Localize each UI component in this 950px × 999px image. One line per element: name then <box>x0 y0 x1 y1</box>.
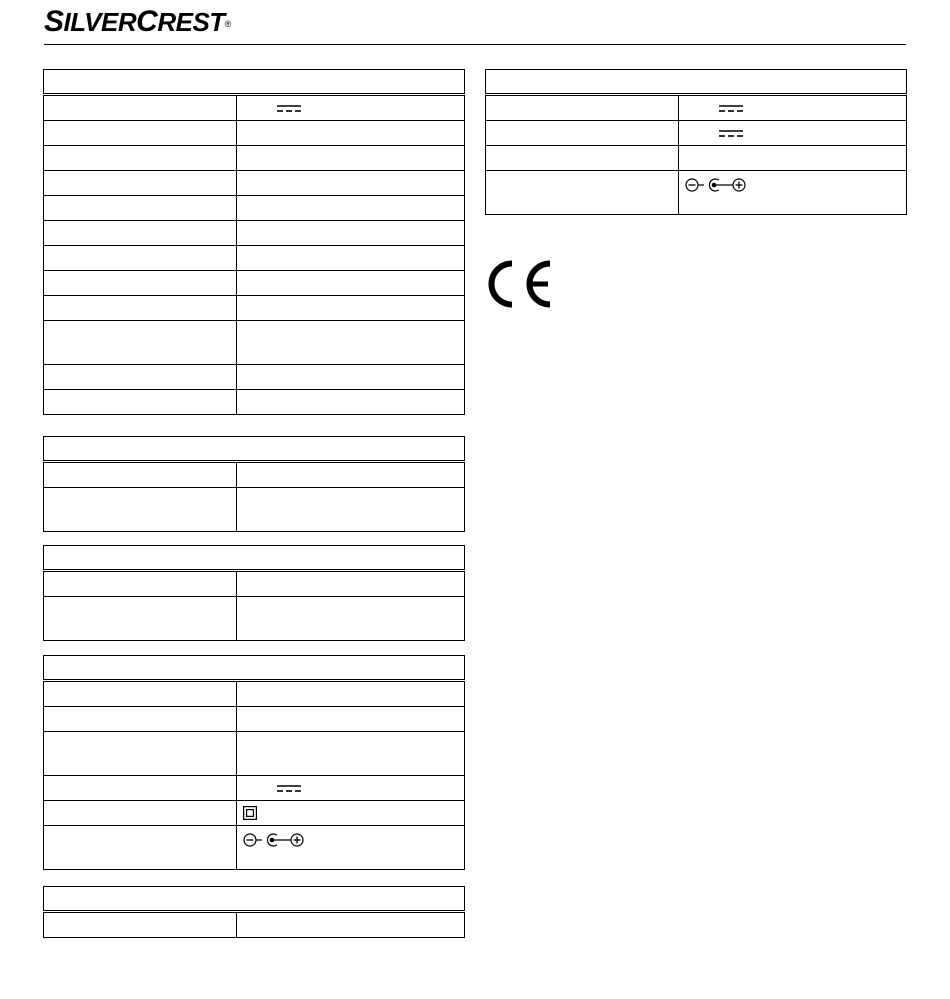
row-label <box>486 121 679 146</box>
table-row <box>44 196 465 221</box>
row-value <box>237 271 465 296</box>
dc-polarity-icon <box>685 177 747 193</box>
row-label <box>44 488 237 532</box>
spec-table-left-1 <box>43 69 465 415</box>
table-row <box>44 146 465 171</box>
table-row <box>44 776 465 801</box>
row-value <box>237 681 465 707</box>
row-label <box>44 321 237 365</box>
spec-table-left-5 <box>43 886 465 938</box>
row-label <box>44 171 237 196</box>
row-label <box>44 801 237 826</box>
row-value <box>237 732 465 776</box>
row-value <box>237 462 465 488</box>
table-header <box>44 437 465 462</box>
row-value <box>679 95 907 121</box>
table-row <box>44 801 465 826</box>
table-row <box>44 597 465 641</box>
header-rule <box>44 44 906 45</box>
row-label <box>44 826 237 870</box>
table-row <box>44 171 465 196</box>
table-row <box>44 296 465 321</box>
row-value <box>237 121 465 146</box>
row-label <box>44 732 237 776</box>
row-value <box>237 597 465 641</box>
spec-table-right-1 <box>485 69 907 215</box>
row-value <box>237 801 465 826</box>
row-value <box>679 121 907 146</box>
table-header <box>486 70 907 95</box>
row-value <box>237 571 465 597</box>
row-label <box>44 776 237 801</box>
row-label <box>44 912 237 938</box>
row-value <box>237 776 465 801</box>
table-row <box>44 221 465 246</box>
row-label <box>44 271 237 296</box>
table-row <box>44 121 465 146</box>
direct-current-icon <box>719 105 743 113</box>
row-value <box>237 146 465 171</box>
row-value <box>237 321 465 365</box>
row-value <box>237 488 465 532</box>
row-label <box>44 121 237 146</box>
spec-table-left-3 <box>43 545 465 641</box>
table-header <box>44 887 465 912</box>
table-row <box>44 826 465 870</box>
silvercrest-logo: SILVERCREST® <box>44 5 231 38</box>
row-value <box>237 95 465 121</box>
row-value <box>679 146 907 171</box>
row-label <box>486 95 679 121</box>
table-row <box>486 121 907 146</box>
row-value <box>237 365 465 390</box>
row-label <box>44 95 237 121</box>
table-row <box>44 681 465 707</box>
row-label <box>44 196 237 221</box>
row-value <box>237 390 465 415</box>
row-label <box>44 246 237 271</box>
table-row <box>44 732 465 776</box>
row-value <box>237 912 465 938</box>
table-row <box>44 246 465 271</box>
direct-current-icon <box>277 785 301 793</box>
row-label <box>44 681 237 707</box>
table-row <box>44 321 465 365</box>
direct-current-icon <box>277 105 301 113</box>
row-value <box>679 171 907 215</box>
row-value <box>237 826 465 870</box>
row-label <box>44 597 237 641</box>
direct-current-icon <box>719 130 743 138</box>
ce-mark-icon <box>486 259 554 314</box>
row-value <box>237 221 465 246</box>
table-row <box>44 390 465 415</box>
row-label <box>44 365 237 390</box>
row-value <box>237 707 465 732</box>
spec-table-left-4 <box>43 655 465 870</box>
table-row <box>486 95 907 121</box>
row-label <box>44 571 237 597</box>
row-value <box>237 246 465 271</box>
table-header <box>44 656 465 681</box>
table-row <box>44 365 465 390</box>
row-label <box>486 146 679 171</box>
row-value <box>237 296 465 321</box>
table-row <box>44 95 465 121</box>
table-row <box>44 271 465 296</box>
table-row <box>486 146 907 171</box>
table-row <box>44 571 465 597</box>
protection-class-ii-icon <box>243 806 257 820</box>
dc-polarity-icon <box>243 832 305 848</box>
table-row <box>486 171 907 215</box>
row-label <box>44 221 237 246</box>
row-value <box>237 171 465 196</box>
row-value <box>237 196 465 221</box>
row-label <box>44 146 237 171</box>
row-label <box>44 707 237 732</box>
table-header <box>44 546 465 571</box>
row-label <box>44 296 237 321</box>
row-label <box>44 390 237 415</box>
spec-table-left-2 <box>43 436 465 532</box>
table-row <box>44 707 465 732</box>
row-label <box>486 171 679 215</box>
table-row <box>44 488 465 532</box>
table-header <box>44 70 465 95</box>
row-label <box>44 462 237 488</box>
table-row <box>44 462 465 488</box>
table-row <box>44 912 465 938</box>
